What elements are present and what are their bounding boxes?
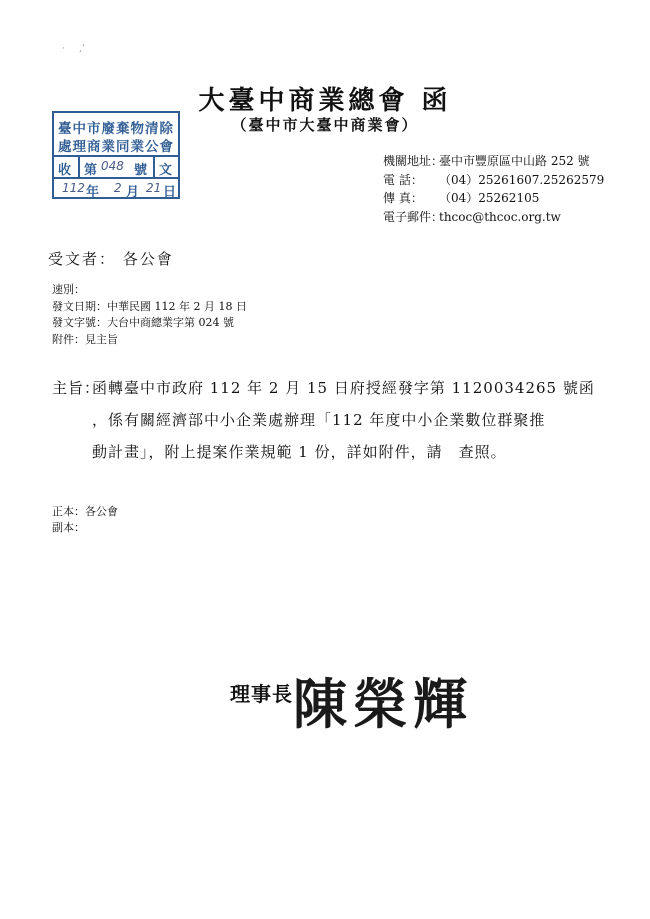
stamp-year-label: 年 bbox=[86, 185, 100, 200]
phone-label: 電 話： bbox=[383, 172, 423, 187]
meta-speed: 速別： bbox=[52, 283, 85, 296]
scan-specks: · ,' bbox=[62, 44, 85, 54]
address-value: 臺中市豐原區中山路 252 號 bbox=[439, 154, 590, 168]
contact-block bbox=[383, 152, 604, 226]
distribution-copy: 副本： bbox=[52, 521, 85, 534]
recipient-label: 受文者： bbox=[48, 250, 117, 268]
meta-date: 發文日期：中華民國 112 年 2 月 18 日 bbox=[52, 299, 247, 313]
contact-address-row bbox=[383, 152, 604, 171]
phone-value: （04）25261607.25262579 bbox=[439, 172, 605, 187]
contact-fax-row bbox=[383, 189, 604, 208]
contact-email-row bbox=[383, 208, 604, 227]
fax-label: 傳 真： bbox=[383, 191, 423, 205]
signature-title: 理事長 bbox=[230, 682, 293, 706]
stamp-org-line1: 臺中市廢棄物清除 bbox=[58, 121, 174, 137]
stamp-divider bbox=[78, 157, 80, 179]
subject-line-3: 動計畫」，附上提案作業規範 1 份，詳如附件，請 查照。 bbox=[92, 443, 507, 461]
stamp-month-value: 2 bbox=[114, 181, 122, 195]
document-title: 大臺中商業總會 函 bbox=[198, 86, 452, 116]
email-label: 電子郵件： bbox=[383, 209, 444, 224]
distribution-original: 正本：各公會 bbox=[52, 505, 118, 518]
stamp-day-label: 日 bbox=[163, 185, 177, 200]
address-label: 機關地址： bbox=[383, 154, 444, 168]
stamp-number-label: 第 bbox=[84, 163, 98, 178]
recipient-line bbox=[48, 248, 174, 269]
stamp-divider bbox=[153, 157, 155, 179]
subject-line-1: 函轉臺中市政府 112 年 2 月 15 日府授經發字第 1120034265 號函 bbox=[92, 379, 595, 397]
document-meta bbox=[52, 282, 247, 348]
stamp-number-suffix: 號 bbox=[134, 163, 148, 178]
stamp-org-line2: 處理商業同業公會 bbox=[58, 139, 174, 155]
stamp-day-value: 21 bbox=[146, 181, 162, 195]
signature-seal: 陳榮輝 bbox=[293, 672, 473, 736]
stamp-date-row bbox=[54, 177, 178, 201]
distribution-block bbox=[52, 504, 118, 536]
stamp-month-label: 月 bbox=[126, 185, 140, 200]
subject-label: 主旨： bbox=[52, 379, 101, 397]
fax-value: （04）25262105 bbox=[439, 191, 540, 205]
meta-attachment: 附件：見主旨 bbox=[52, 332, 118, 346]
email-value: thcoc@thcoc.org.tw bbox=[439, 209, 561, 224]
stamp-number-row bbox=[54, 155, 178, 179]
document-subtitle: （臺中市大臺中商業會） bbox=[231, 116, 419, 134]
stamp-doc-label: 文 bbox=[159, 163, 173, 178]
stamp-receive-label: 收 bbox=[58, 163, 72, 178]
recipient-value: 各公會 bbox=[122, 250, 174, 268]
receipt-stamp bbox=[52, 111, 180, 199]
contact-phone-row bbox=[383, 171, 604, 190]
stamp-year-value: 112 bbox=[62, 181, 85, 195]
subject-line-2: ，係有關經濟部中小企業處辦理「112 年度中小企業數位群聚推 bbox=[92, 411, 546, 429]
meta-number: 發文字號：大台中商總業字第 024 號 bbox=[52, 316, 234, 329]
stamp-number-value: 048 bbox=[101, 159, 124, 173]
